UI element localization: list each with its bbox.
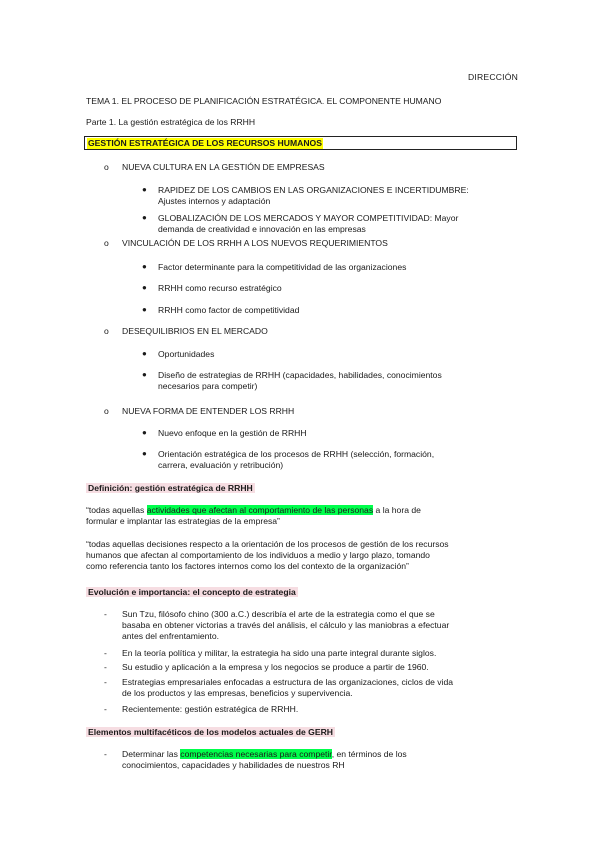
- outline-item-3: DESEQUILIBRIOS EN EL MERCADO: [122, 326, 268, 336]
- outline-item-1-1: [158, 185, 488, 207]
- outline-item-4-2: [158, 449, 488, 471]
- text-line: carrera, evaluación y retribución): [158, 460, 284, 471]
- outline-item-2-1: Factor determinante para la competitividad de las organizaciones: [158, 262, 407, 272]
- circle-bullet: o: [104, 238, 109, 248]
- text-line: RAPIDEZ DE LOS CAMBIOS EN LAS ORGANIZACIONES E INCERTIDUMBRE:: [158, 185, 469, 195]
- dash-bullet: -: [104, 609, 107, 619]
- outline-item-2: VINCULACIÓN DE LOS RRHH A LOS NUEVOS REQUERIMIENTOS: [122, 238, 388, 248]
- dot-bullet: ●: [142, 213, 147, 222]
- dot-bullet: ●: [142, 305, 147, 314]
- highlighted-text: competencias necesarias para competir: [180, 749, 332, 759]
- text-line: Sun Tzu, filósofo chino (300 a.C.) describía el arte de la estrategia como el que se: [122, 609, 435, 619]
- outline-item-4-1: Nuevo enfoque en la gestión de RRHH: [158, 428, 307, 438]
- section-title-text: Elementos multifacéticos de los modelos actuales de GERH: [88, 727, 333, 737]
- evolucion-item-4: [122, 677, 482, 699]
- text-line: humanos que afectan al comportamiento de los individuos a medio y largo plazo, tomando: [86, 550, 430, 561]
- section-title-elementos: [86, 727, 335, 738]
- text-line: Diseño de estrategias de RRHH (capacidades, habilidades, conocimientos: [158, 370, 442, 380]
- circle-bullet: o: [104, 162, 109, 172]
- circle-bullet: o: [104, 326, 109, 336]
- section-title-definicion: [86, 483, 255, 494]
- definition-quote-2: [86, 539, 516, 573]
- evolucion-item-5: Recientemente: gestión estratégica de RRHH.: [122, 704, 299, 714]
- outline-item-1-2: [158, 213, 488, 235]
- dash-bullet: -: [104, 704, 107, 714]
- dash-bullet: -: [104, 662, 107, 672]
- text-line: [86, 505, 516, 516]
- dot-bullet: ●: [142, 349, 147, 358]
- circle-bullet: o: [104, 406, 109, 416]
- dot-bullet: ●: [142, 449, 147, 458]
- part-subtitle: Parte 1. La gestión estratégica de los RRHH: [86, 117, 256, 127]
- dash-bullet: -: [104, 677, 107, 687]
- outline-item-3-2: [158, 370, 488, 392]
- text-line: [122, 749, 482, 760]
- text-line: Orientación estratégica de los procesos de RRHH (selección, formación,: [158, 449, 435, 459]
- highlighted-text: actividades que afectan al comportamiento de las personas: [146, 505, 374, 515]
- text-run: , en términos de los: [331, 749, 407, 759]
- text-line: Estrategias empresariales enfocadas a estructura de las organizaciones, ciclos de vida: [122, 677, 454, 687]
- elementos-item-1: [122, 749, 482, 771]
- boxed-heading-text: GESTIÓN ESTRATÉGICA DE LOS RECURSOS HUMANOS: [88, 138, 322, 148]
- dot-bullet: ●: [142, 370, 147, 379]
- section-title-evolucion: [86, 587, 298, 598]
- text-run: Determinar las: [122, 749, 181, 759]
- dot-bullet: ●: [142, 283, 147, 292]
- text-line: “todas aquellas decisiones respecto a la orientación de los procesos de gestión de los recursos: [86, 539, 449, 549]
- text-line: como referencia tanto los factores internos como los del contexto de la organización”: [86, 561, 409, 572]
- definition-quote-1: [86, 505, 516, 527]
- page-title: TEMA 1. EL PROCESO DE PLANIFICACIÓN ESTRATÉGICA. EL COMPONENTE HUMANO: [86, 96, 442, 106]
- dash-bullet: -: [104, 749, 107, 759]
- section-title-text: Definición: gestión estratégica de RRHH: [88, 483, 253, 493]
- text-run: a la hora de: [373, 505, 421, 515]
- boxed-heading: [84, 136, 517, 150]
- text-line: necesarios para competir): [158, 381, 258, 392]
- outline-item-2-3: RRHH como factor de competitividad: [158, 305, 300, 315]
- outline-item-3-1: Oportunidades: [158, 349, 215, 359]
- text-line: basaba en obtener victorias a través del análisis, el cálculo y las maniobras a efectuar: [122, 620, 450, 631]
- evolucion-item-2: En la teoría política y militar, la estrategia ha sido una parte integral durante siglos.: [122, 648, 437, 658]
- text-line: Ajustes internos y adaptación: [158, 196, 271, 207]
- text-run: “todas aquellas: [86, 505, 147, 515]
- text-line: demanda de creatividad e innovación en las empresas: [158, 224, 366, 235]
- dash-bullet: -: [104, 648, 107, 658]
- outline-item-4: NUEVA FORMA DE ENTENDER LOS RRHH: [122, 406, 295, 416]
- header-right-label: DIRECCIÓN: [468, 72, 519, 82]
- dot-bullet: ●: [142, 428, 147, 437]
- evolucion-item-1: [122, 609, 482, 643]
- text-line: formular e implantar las estrategias de la empresa”: [86, 516, 280, 527]
- text-line: de los productos y las empresas, beneficios y supervivencia.: [122, 688, 353, 699]
- text-line: conocimientos, capacidades y habilidades de nuestros RH: [122, 760, 345, 771]
- outline-item-2-2: RRHH como recurso estratégico: [158, 283, 282, 293]
- text-line: antes del enfrentamiento.: [122, 631, 219, 642]
- text-line: GLOBALIZACIÓN DE LOS MERCADOS Y MAYOR COMPETITIVIDAD: Mayor: [158, 213, 459, 223]
- dot-bullet: ●: [142, 262, 147, 271]
- evolucion-item-3: Su estudio y aplicación a la empresa y los negocios se produce a partir de 1960.: [122, 662, 429, 672]
- section-title-text: Evolución e importancia: el concepto de estrategia: [88, 587, 296, 597]
- dot-bullet: ●: [142, 185, 147, 194]
- outline-item-1: NUEVA CULTURA EN LA GESTIÓN DE EMPRESAS: [122, 162, 325, 172]
